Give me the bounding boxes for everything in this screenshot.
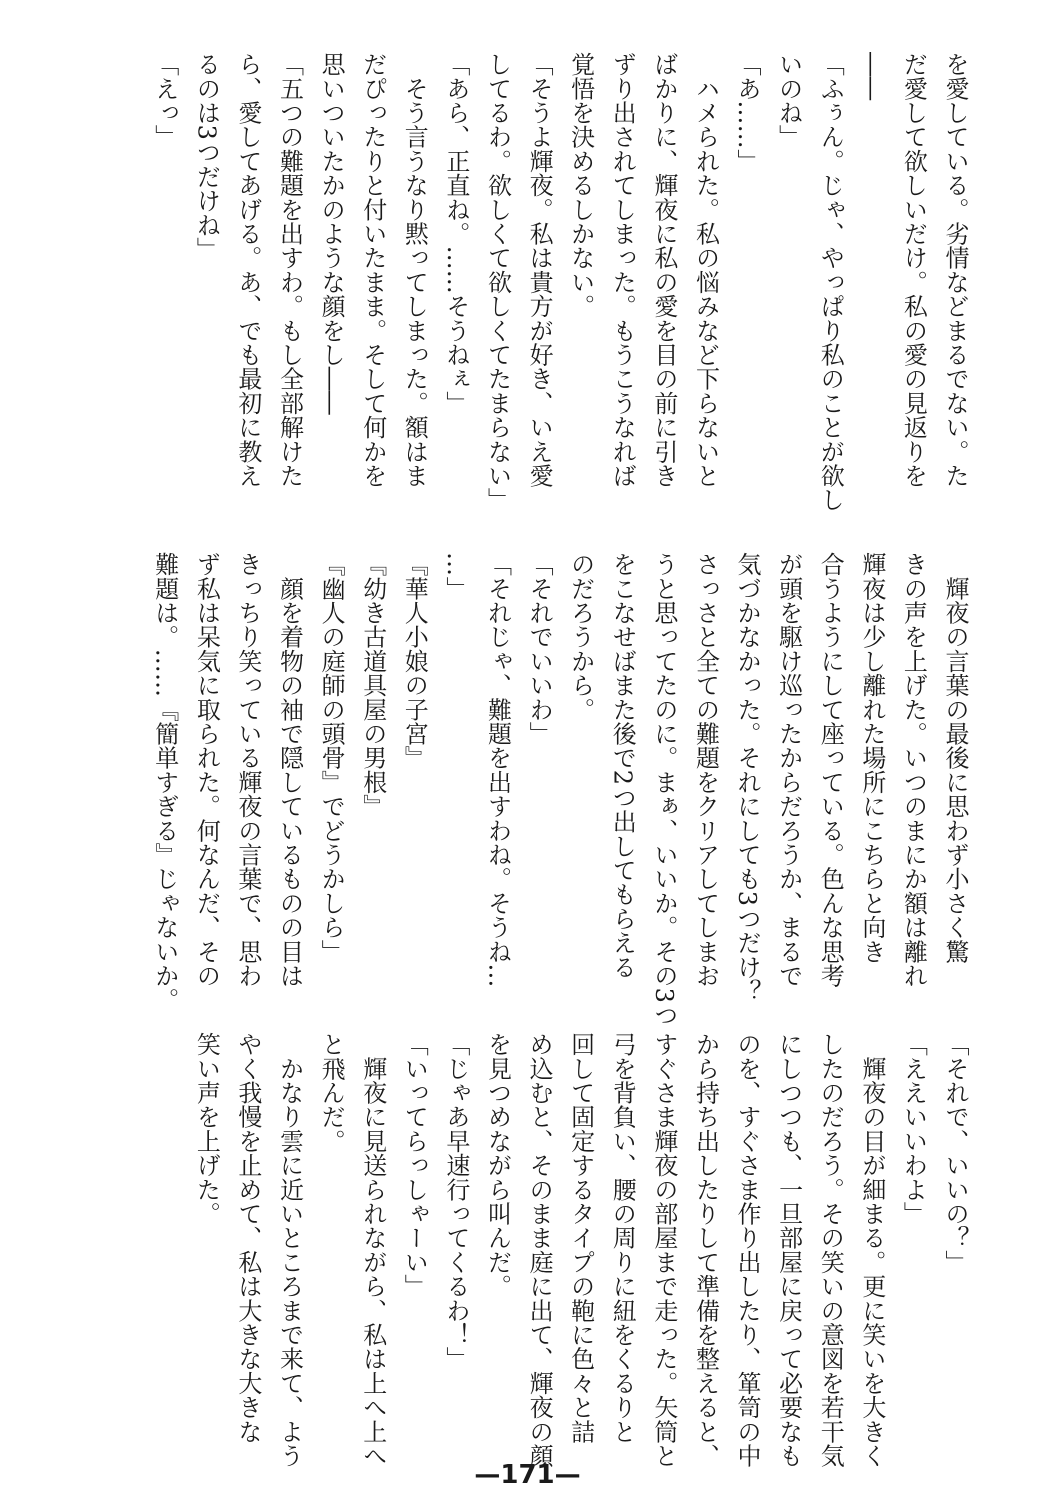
text-line: 「それじゃ、難題を出すわね。そうね…: [483, 552, 512, 988]
text-line: ずり出されてしまった。もうこうなれば: [608, 52, 637, 488]
text-line: すぐさま輝夜の部屋まで走った。矢筒と: [649, 1032, 678, 1468]
text-line: 「それで、いいの？」: [941, 1032, 969, 1274]
text-block-bottom: [185, 1032, 975, 1482]
text-line: 顔を着物の袖で隠しているものの目は: [275, 552, 304, 988]
text-line: 「あら、正直ね。……そうねぇ」: [441, 52, 470, 415]
text-line: 回して固定するタイプの鞄に色々と詰: [566, 1032, 595, 1444]
text-line: 難題は。……『簡単すぎる』じゃないか。: [150, 552, 179, 1012]
text-line: 「えっ」: [150, 52, 179, 149]
text-line: 合うようにして座っている。色んな思考: [816, 552, 845, 988]
text-line: やく我慢を止めて、私は大きな大きな: [233, 1032, 262, 1444]
text-line: 輝夜の目が細まる。更に笑いを大きく: [857, 1032, 886, 1468]
text-line: 『幼き古道具屋の男根』: [358, 552, 387, 819]
text-line: 弓を背負い、腰の周りに紐をくるりと: [608, 1032, 637, 1444]
text-line: 「ええいいわよ」: [899, 1032, 928, 1226]
text-line: ばかりに、輝夜に私の愛を目の前に引き: [649, 52, 678, 488]
text-line: 「そうよ輝夜。私は貴方が好き、いえ愛: [525, 52, 554, 488]
text-line: 「それでいいわ」: [525, 552, 554, 746]
text-line: 「ふぅん。じゃ、やっぱり私のことが欲し: [816, 52, 845, 512]
text-line: さっさと全ての難題をクリアしてしまお: [691, 552, 720, 988]
text-line: ――: [857, 52, 886, 101]
text-line: と飛んだ。: [317, 1032, 346, 1153]
text-line: が頭を駆け巡ったからだろうか、まるで: [774, 552, 803, 988]
text-line: 『華人小娘の子宮』: [400, 552, 429, 770]
text-block-middle: [143, 552, 975, 1028]
text-line: 気づかなかった。それにしても3つだけ？: [733, 552, 762, 1004]
text-line: うと思ってたのに。まぁ、いいか。その3つ: [649, 552, 678, 1028]
text-line: 輝夜は少し離れた場所にこちらと向き: [857, 552, 886, 964]
text-line: のだろうから。: [566, 552, 595, 722]
text-line: るのは3つだけね」: [192, 52, 221, 262]
text-line: したのだろう。その笑いの意図を若干気: [816, 1032, 845, 1468]
text-block-top: [143, 52, 975, 512]
text-line: 「いってらっしゃーい」: [400, 1032, 429, 1299]
text-line: …」: [441, 552, 470, 601]
text-line: かなり雲に近いところまで来て、よう: [275, 1032, 304, 1468]
text-line: してるわ。欲しくて欲しくてたまらない」: [483, 52, 512, 512]
text-line: 「あ……」: [733, 52, 762, 173]
text-line: 思いついたかのような顔をし――: [317, 52, 346, 415]
text-line: め込むと、そのまま庭に出て、輝夜の顔: [525, 1032, 554, 1468]
text-line: ら、愛してあげる。あ、でも最初に教え: [233, 52, 262, 488]
text-line: にしつつも、一旦部屋に戻って必要なも: [774, 1032, 803, 1468]
text-line: から持ち出したりして準備を整えると、: [691, 1032, 720, 1468]
text-line: 「じゃあ早速行ってくるわ！」: [441, 1032, 470, 1371]
text-line: だ愛して欲しいだけ。私の愛の見返りを: [899, 52, 928, 488]
text-line: いのね」: [774, 52, 803, 149]
text-line: 輝夜の言葉の最後に思わず小さく驚: [941, 552, 969, 964]
page-number: —171—: [474, 1460, 581, 1490]
text-line: を見つめながら叫んだ。: [483, 1032, 512, 1299]
text-line: をこなせばまた後で2つ出してもらえる: [608, 552, 637, 979]
text-line: を愛している。劣情などまるでない。た: [941, 52, 969, 488]
text-line: きの声を上げた。いつのまにか額は離れ: [899, 552, 928, 988]
text-line: ハメられた。私の悩みなど下らないと: [691, 52, 720, 488]
text-line: 『幽人の庭師の頭骨』でどうかしら」: [317, 552, 346, 964]
text-line: きっちり笑っている輝夜の言葉で、思わ: [233, 552, 262, 988]
text-line: ず私は呆気に取られた。何なんだ、その: [192, 552, 221, 988]
text-line: 覚悟を決めるしかない。: [566, 52, 595, 319]
text-line: 「五つの難題を出すわ。もし全部解けた: [275, 52, 304, 488]
text-line: のを、すぐさま作り出したり、箪笥の中: [733, 1032, 762, 1468]
text-line: だぴったりと付いたまま。そして何かを: [358, 52, 387, 488]
text-line: 笑い声を上げた。: [192, 1032, 221, 1226]
text-line: 輝夜に見送られながら、私は上へ上へ: [358, 1032, 387, 1468]
text-line: そう言うなり黙ってしまった。額はま: [400, 52, 429, 488]
